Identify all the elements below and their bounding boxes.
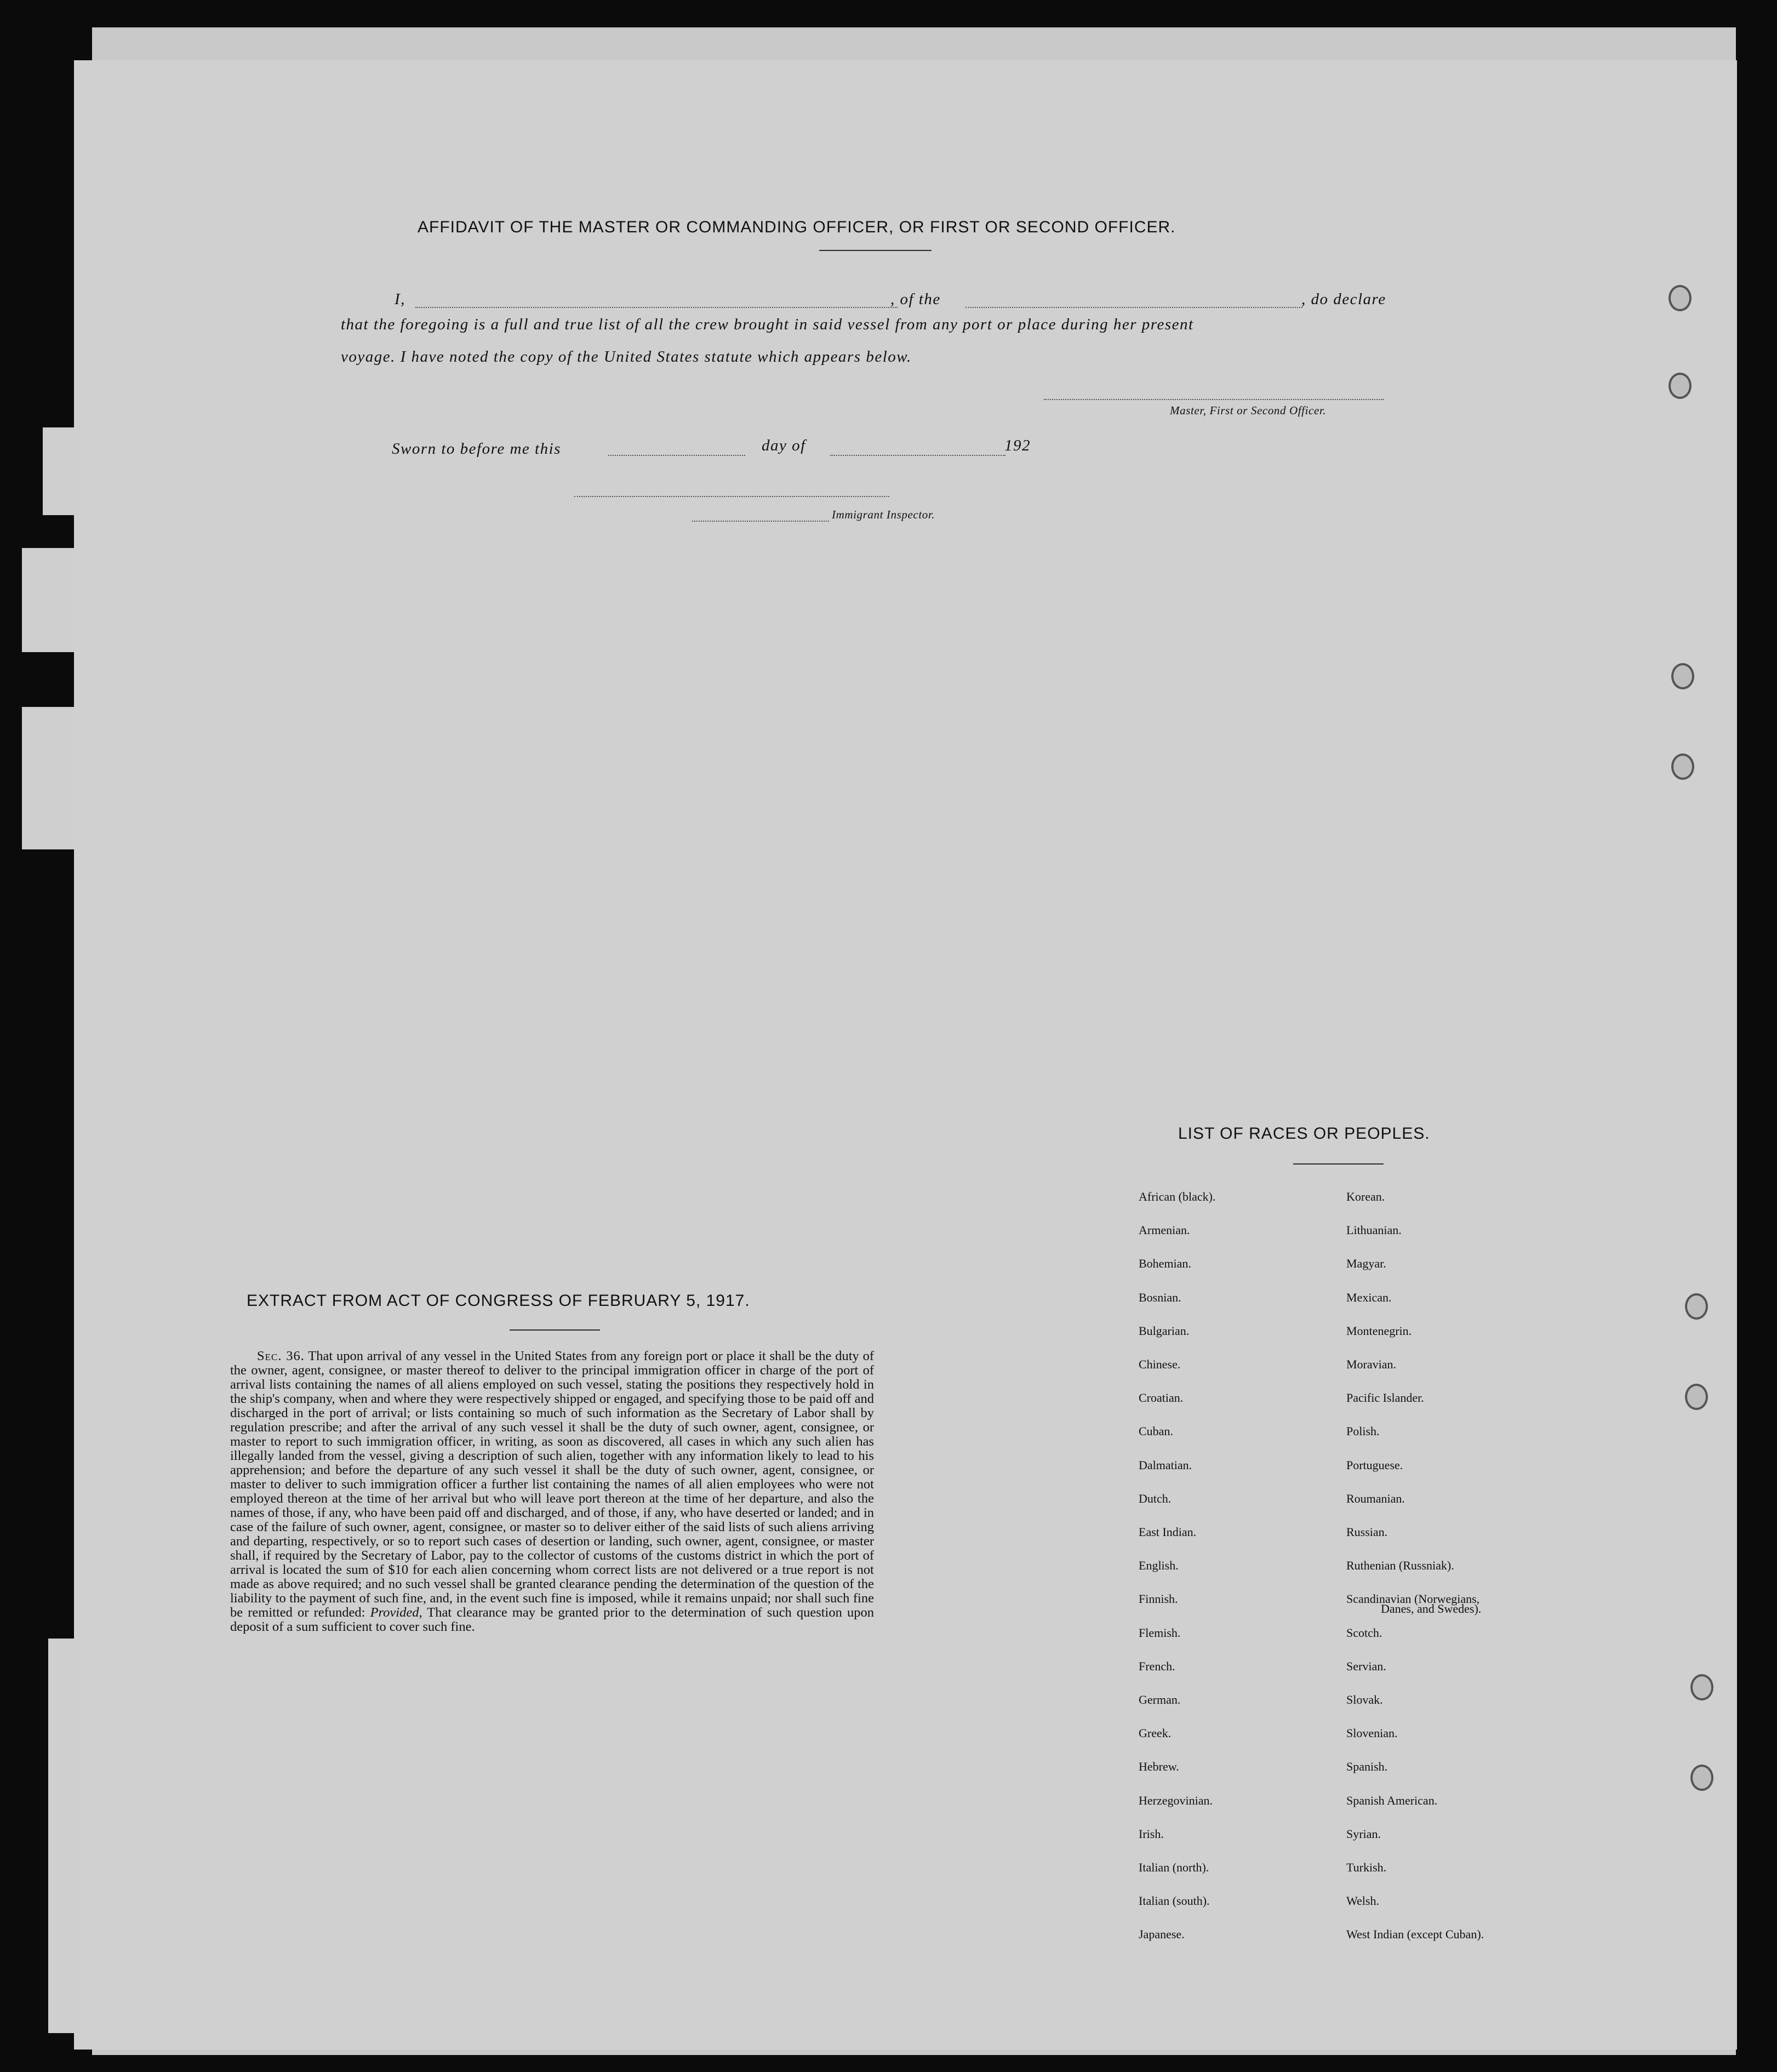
race-item: Croatian. [1139,1391,1184,1405]
race-item: Magyar. [1346,1257,1386,1270]
race-item: Herzegovinian. [1139,1794,1213,1807]
binder-hole [1669,285,1692,311]
extract-text: That upon arrival of any vessel in the United States from any foreign port or place it shall be the duty of the owner, agent, consignee, or master thereof to deliver to the principal immigration officer in charge of the port of arrival lists containing the names of all aliens employed on such vessel, stating the positions they respectively hold in the ship's company, when and where they were respectively shipped or engaged, and specifying those to be paid off and discharged in the port of arrival; or lists containing so much of such information as the Secretary of Labor shall by regulation prescribe; and after the arrival of any such vessel it shall be the duty of such owner, agent, consignee, or master to report to such immigration officer, in writing, as soon as discovered, all cases in which any such alien has illegally landed from the vessel, giving a description of such alien, together with any information likely to lead to his apprehension; and before the departure of any such vessel it shall be the duty of such owner, agent, consignee, or master to deliver to such immigration officer a further list containing the names of all alien employees who were not employed thereon at the time of her arrival but who will leave port thereon at the time of her departure, and also the names of those, if any, who have been paid off and discharged, and of those, if any, who have deserted or landed; and in case of the failure of such owner, agent, consignee, or master so to deliver either of the said lists of such aliens arriving and departing, respectively, or so to report such cases of desertion or landing, such owner, agent, consignee, or master shall, if required by the Secretary of Labor, pay to the collector of customs of the customs district in which the port of arrival is located the sum of $10 for each alien concerning whom correct lists are not delivered or a true report is not made as above required; and no such vessel shall be granted clearance pending the determination of the question of the liability to the payment of such fine, and, in the event such fine is imposed, while it remains unpaid; nor shall such fine be remitted or refunded: [230,1349,874,1620]
race-item: Greek. [1139,1726,1172,1740]
sworn-month-field[interactable] [830,455,1005,456]
day-of-label: day of [762,437,806,454]
race-item: Pacific Islander. [1346,1391,1424,1405]
torn-edge-fragment [22,548,77,652]
race-item: East Indian. [1139,1525,1197,1539]
race-item: Bohemian. [1139,1257,1191,1270]
affidavit-heading-rule [819,250,932,251]
race-item: Bulgarian. [1139,1324,1190,1338]
race-item: Spanish American. [1346,1794,1438,1807]
race-item: Roumanian. [1346,1492,1405,1505]
race-item: Slovenian. [1346,1726,1398,1740]
declaration-line-3: voyage. I have noted the copy of the United States statute which appears below. [341,348,912,366]
race-item: African (black). [1139,1190,1216,1203]
race-item: Italian (south). [1139,1894,1210,1908]
declaration-line-2: that the foregoing is a full and true list of all the crew brought in said vessel from any port or place during her present [341,316,1194,333]
race-item: Armenian. [1139,1223,1190,1237]
vessel-name-field[interactable] [965,307,1302,308]
race-item: Russian. [1346,1525,1388,1539]
race-item: Finnish. [1139,1592,1178,1606]
race-item: West Indian (except Cuban). [1346,1927,1484,1941]
race-item: Cuban. [1139,1424,1173,1438]
extract-body [230,1349,874,1634]
inspector-label: Immigrant Inspector. [832,508,935,521]
race-item: Bosnian. [1139,1291,1181,1304]
inspector-signature-field[interactable] [574,496,889,497]
race-item: Turkish. [1346,1860,1387,1874]
year-prefix: 192 [1004,437,1031,454]
race-item: Italian (north). [1139,1860,1209,1874]
declare-text: , do declare [1301,290,1386,308]
binder-hole [1685,1384,1708,1410]
race-item: Dalmatian. [1139,1458,1192,1472]
binder-hole [1671,663,1694,689]
extract-tail: That clearance may be granted prior to the determination of such question upon deposit of a sum sufficient to cover such fine. [230,1605,874,1634]
race-item: Slovak. [1346,1693,1383,1706]
race-item: Korean. [1346,1190,1385,1203]
race-item: Welsh. [1346,1894,1379,1908]
declarant-label: I, [395,290,405,308]
provided-term: Provided, [370,1605,422,1620]
race-item-continuation: Danes, and Swedes). [1381,1602,1482,1616]
affidavit-heading: AFFIDAVIT OF THE MASTER OR COMMANDING OFFICER, OR FIRST OR SECOND OFFICER. [418,218,1176,236]
races-heading-rule [1293,1163,1384,1165]
binder-hole [1690,1765,1713,1791]
binder-hole [1669,373,1692,399]
declarant-name-field[interactable] [415,307,898,308]
race-item: Syrian. [1346,1827,1381,1841]
race-item: French. [1139,1659,1175,1673]
binder-hole [1671,754,1694,780]
race-item: Chinese. [1139,1357,1181,1371]
race-item: Moravian. [1346,1357,1397,1371]
sworn-day-field[interactable] [608,455,745,456]
race-item: Ruthenian (Russniak). [1346,1559,1454,1572]
extract-heading-rule [510,1329,600,1331]
race-item: Japanese. [1139,1927,1185,1941]
race-item: Flemish. [1139,1626,1181,1640]
race-item: Scandinavian (Norwegians, [1346,1592,1480,1606]
binder-hole [1685,1293,1708,1320]
sworn-label: Sworn to before me this [392,440,561,458]
race-item: German. [1139,1693,1181,1706]
races-heading: LIST OF RACES OR PEOPLES. [1178,1125,1430,1143]
torn-edge-fragment [43,427,81,515]
extract-heading: EXTRACT FROM ACT OF CONGRESS OF FEBRUARY 5, 1917. [247,1292,750,1310]
race-item: English. [1139,1559,1179,1572]
race-item: Mexican. [1346,1291,1392,1304]
race-item: Spanish. [1346,1760,1388,1773]
race-item: Lithuanian. [1346,1223,1402,1237]
vessel-label: , of the [890,290,941,308]
race-item: Polish. [1346,1424,1380,1438]
race-item: Scotch. [1346,1626,1382,1640]
race-item: Hebrew. [1139,1760,1179,1773]
section-number: Sec. 36. [257,1349,305,1363]
race-item: Irish. [1139,1827,1164,1841]
master-signature-field[interactable] [1044,399,1384,400]
master-signature-label: Master, First or Second Officer. [1170,404,1327,417]
race-item: Dutch. [1139,1492,1172,1505]
torn-edge-fragment [48,1639,81,2033]
binder-hole [1690,1674,1713,1700]
inspector-underline [692,521,829,522]
race-item: Montenegrin. [1346,1324,1412,1338]
race-item: Portuguese. [1346,1458,1403,1472]
race-item: Servian. [1346,1659,1386,1673]
torn-edge-fragment [22,707,77,849]
